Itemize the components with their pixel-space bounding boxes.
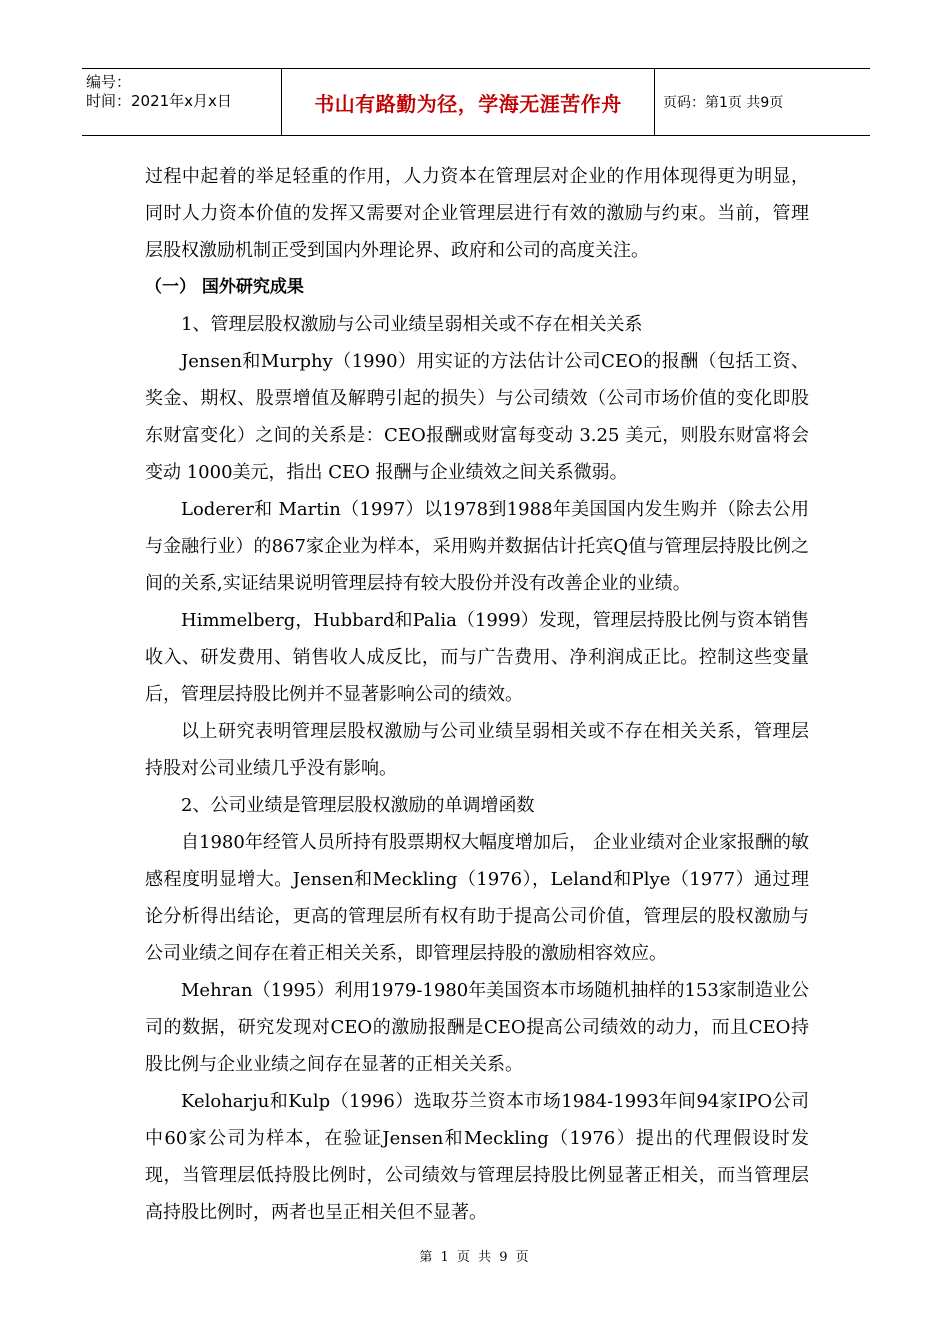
subheading-weak-correlation: 1、管理层股权激励与公司业绩呈弱相关或不存在相关关系 [181,314,643,335]
document-number-label: 编号： [86,73,132,91]
paragraph-himmelberg: Himmelberg，Hubbard和Palia（1999）发现，管理层持股比例与资本销售收入、研发费用、销售收人成反比，而与广告费用、净利润成正比。控制这些变量后，管理层持股比例并不显著影响公司的绩效。 [145,610,809,705]
paragraph-jensen-murphy: Jensen和Murphy（1990）用实证的方法估计公司CEO的报酬（包括工资、奖金、期权、股票增值及解聘引起的损失）与公司绩效（公司市场价值的变化即股东财富变化）之间的关系是：CEO报酬或财富每变动 3.25 美元，则股东财富将会变动 1000美元，指出 CEO 报酬与企业绩效之间关系微弱。 [145,351,809,483]
subheading-monotonic-increase: 2、公司业绩是管理层股权激励的单调增函数 [181,795,535,816]
page-header [82,68,870,136]
paragraph-summary-weak: 以上研究表明管理层股权激励与公司业绩呈弱相关或不存在相关关系，管理层持股对公司业绩几乎没有影响。 [145,721,809,779]
paragraph-keloharju-kulp: Keloharju和Kulp（1996）选取芬兰资本市场1984-1993年间94家IPO公司中60家公司为样本，在验证Jensen和Meckling（1976）提出的代理假设时发现，当管理层低持股比例时，公司绩效与管理层持股比例显著正相关，而当管理层高持股比例时，两者也呈正相关但不显著。 [145,1091,809,1223]
document-time-label: 时间：2021年x月x日 [86,92,232,110]
paragraph-loderer-martin: Loderer和 Martin（1997）以1978到1988年美国国内发生购并（除去公用与金融行业）的867家企业为样本，采用购并数据估计托宾Q值与管理层持股比例之间的关系,实证结果说明管理层持有较大股份并没有改善企业的业绩。 [145,499,809,594]
header-meta-cell [82,69,282,135]
paragraph-intro: 过程中起着的举足轻重的作用，人力资本在管理层对企业的作用体现得更为明显，同时人力资本价值的发挥又需要对企业管理层进行有效的激励与约束。当前，管理层股权激励机制正受到国内外理论界、政府和公司的高度关注。 [145,166,809,261]
paragraph-1980-options: 自1980年经管人员所持有股票期权大幅度增加后， 企业业绩对企业家报酬的敏感程度明显增大。Jensen和Meckling（1976），Leland和Plye（1977）通过理论分析得出结论，更高的管理层所有权有助于提高公司价值，管理层的股权激励与公司业绩之间存在着正相关关系，即管理层持股的激励相容效应。 [145,832,809,964]
section-heading-foreign-research: （一） 国外研究成果 [145,277,304,297]
document-body [145,158,809,1231]
paragraph-mehran: Mehran（1995）利用1979-1980年美国资本市场随机抽样的153家制造业公司的数据，研究发现对CEO的激励报酬是CEO提高公司绩效的动力，而且CEO持股比例与企业业绩之间存在显著的正相关关系。 [145,980,809,1075]
header-motto: 书山有路勤为径，学海无涯苦作舟 [282,69,655,135]
header-page-info: 页码：第1页 共9页 [663,95,784,111]
page-footer: 第 1 页 共 9 页 [419,1250,531,1265]
